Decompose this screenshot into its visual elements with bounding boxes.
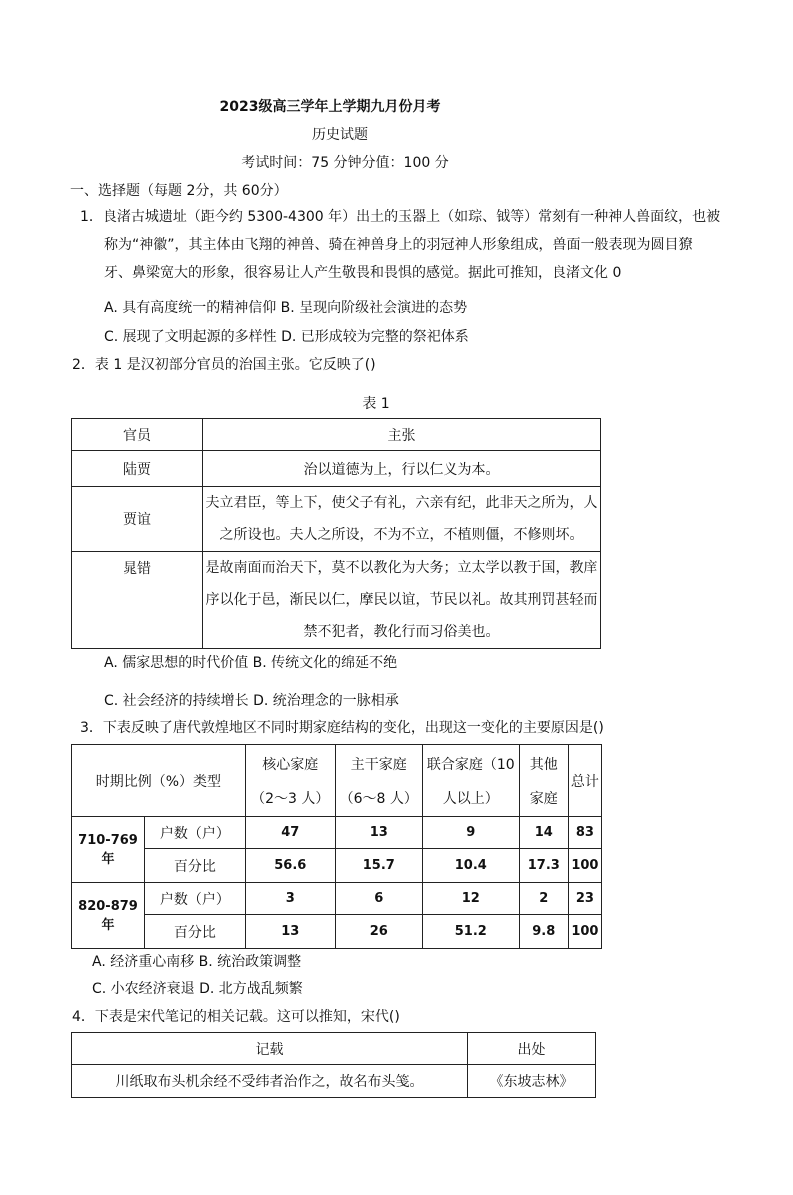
q3-cell: 15.7 [335,849,422,883]
q3-cell: 13 [245,915,335,949]
q3-row-label: 户数（户） [145,883,246,915]
q1-options: C. 展现了文明起源的多样性 D. 已形成较为完整的祭祀体系 [104,329,469,345]
exam-subject: 历史试题 [312,127,368,143]
exam-title: 2023级高三学年上学期九月份月考 [219,99,441,115]
q4-record: 川纸取布头机余经不受纬者治作之，故名布头笺。 [72,1065,468,1098]
q1-line: 称为“神徽”，其主体由飞翔的神兽、骑在神兽身上的羽冠神人形象组成，兽面一般表现为圆目獠 [104,237,693,253]
q3-cell: 100 [568,915,601,949]
q3-cell: 56.6 [245,849,335,883]
q1-line: 1．良渚古城遗址（距今约 5300-4300 年）出土的玉器上（如琮、钺等）常刻有一种神人兽面纹，也被 [80,209,721,225]
q3-cell: 12 [422,883,519,915]
q3-stem: 3．下表反映了唐代敦煌地区不同时期家庭结构的变化，出现这一变化的主要原因是() [80,720,604,736]
q3-cell: 3 [245,883,335,915]
q2-header-official: 官员 [72,419,203,451]
q2-view: 是故南面而治天下，莫不以教化为大务；立太学以教于国，教庠 序以化于邑，渐民以仁，摩民以谊，节民以礼。故其刑罚甚轻而 禁不犯者，教化行而习俗美也。 [203,552,601,649]
q2-table [71,418,601,649]
q2-official: 贾谊 [72,487,203,552]
q3-row-label: 户数（户） [145,817,246,849]
q3-options: A. 经济重心南移 B. 统治政策调整 [92,954,302,970]
q4-header-record: 记载 [72,1033,468,1065]
q3-options: C. 小农经济衰退 D. 北方战乱频繁 [92,981,303,997]
q3-cell: 83 [568,817,601,849]
q3-cell: 9 [422,817,519,849]
q3-row-label: 百分比 [145,849,246,883]
q3-cell: 26 [335,915,422,949]
q2-official: 陆贾 [72,451,203,487]
q3-corner-header: 时期比例（%）类型 [72,745,246,817]
section-heading: 一、选择题（每题 2分，共 60分） [70,183,288,199]
q1-options: A. 具有高度统一的精神信仰 B. 呈现向阶级社会演进的态势 [104,300,468,316]
q4-header-source: 出处 [468,1033,596,1065]
q2-official: 晁错 [72,552,203,649]
q3-row-label: 百分比 [145,915,246,949]
q3-cell: 9.8 [519,915,568,949]
q2-header-view: 主张 [203,419,601,451]
q3-col-header: 总计 [568,745,601,817]
q3-table [71,744,602,949]
q3-col-header: 核心家庭 （2～3 人） [245,745,335,817]
q3-col-header: 主干家庭 （6～8 人） [335,745,422,817]
q3-cell: 47 [245,817,335,849]
q3-col-header: 联合家庭（10 人以上） [422,745,519,817]
q2-stem: 2．表 1 是汉初部分官员的治国主张。它反映了() [72,357,376,373]
q2-table-caption: 表 1 [362,396,390,412]
q2-options: A. 儒家思想的时代价值 B. 传统文化的绵延不绝 [104,655,398,671]
q2-view: 夫立君臣，等上下，使父子有礼，六亲有纪，此非天之所为，人 之所设也。夫人之所设，不为不立，不植则僵，不修则坏。 [203,487,601,552]
q3-cell: 17.3 [519,849,568,883]
exam-info: 考试时间：75 分钟分值：100 分 [241,155,449,171]
q3-cell: 2 [519,883,568,915]
q3-cell: 23 [568,883,601,915]
q4-stem: 4．下表是宋代笔记的相关记载。这可以推知，宋代() [72,1009,400,1025]
q3-period: 820-879 年 [72,883,145,949]
q2-view: 治以道德为上，行以仁义为本。 [203,451,601,487]
q4-source: 《东坡志林》 [468,1065,596,1098]
q1-line: 牙、鼻梁宽大的形象，很容易让人产生敬畏和畏惧的感觉。据此可推知，良渚文化 0 [104,265,622,281]
q3-cell: 100 [568,849,601,883]
q4-table [71,1032,596,1098]
q3-col-header: 其他 家庭 [519,745,568,817]
q3-cell: 13 [335,817,422,849]
q2-options: C. 社会经济的持续增长 D. 统治理念的一脉相承 [104,693,399,709]
q3-cell: 6 [335,883,422,915]
q3-period: 710-769 年 [72,817,145,883]
q3-cell: 51.2 [422,915,519,949]
q3-cell: 14 [519,817,568,849]
q3-cell: 10.4 [422,849,519,883]
